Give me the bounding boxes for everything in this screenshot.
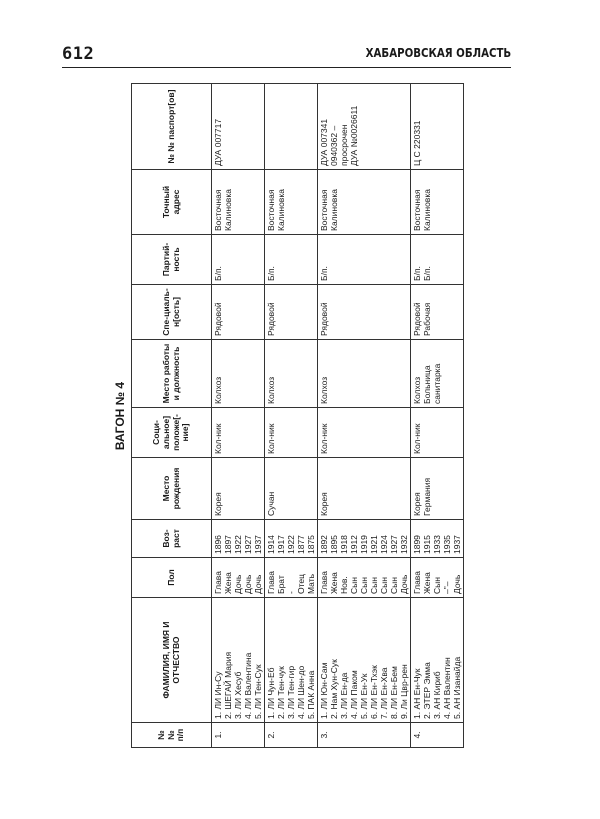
cell-passport — [318, 84, 411, 170]
cell-line: Кол-ник — [213, 423, 223, 454]
cell-line: Сын — [389, 577, 399, 594]
cell-line: 1933 — [432, 535, 442, 554]
cell-no: 1. — [212, 723, 265, 748]
cell-no: 2. — [265, 723, 318, 748]
cell-line: 1919 — [359, 535, 369, 554]
cell-line: Б/п. — [319, 266, 329, 281]
cell-line: Сучан — [266, 491, 276, 516]
cell-address — [318, 170, 411, 235]
cell-line: Рядовой — [213, 302, 223, 336]
table-row — [318, 84, 411, 748]
cell-line: Колхоз — [266, 376, 276, 404]
col-header-birth: Место рождения — [132, 458, 212, 520]
cell-line: 1892 — [319, 535, 329, 554]
col-header-passport: № № паспорт[ов] — [132, 84, 212, 170]
cell-line: Восточная — [412, 189, 422, 231]
cell-line: 1875 — [306, 535, 316, 554]
col-header-sex: Пол — [132, 558, 212, 598]
cell-line: Кол-ник — [266, 423, 276, 454]
cell-passport — [212, 84, 265, 170]
cell-line: Калиновка — [329, 189, 339, 231]
cell-line: Мать — [306, 573, 316, 594]
cell-line: 1937 — [452, 535, 462, 554]
col-header-age: Воз-раст — [132, 520, 212, 558]
cell-line: 1921 — [369, 535, 379, 554]
cell-work — [212, 340, 265, 408]
cell-line: 1937 — [253, 535, 263, 554]
cell-line: 1917 — [276, 535, 286, 554]
cell-line: 1877 — [296, 535, 306, 554]
cell-line: просрочен — [339, 124, 349, 166]
cell-line: 0940362 – — [329, 125, 339, 166]
cell-line: Рядовой — [266, 302, 276, 336]
cell-spec — [411, 285, 464, 340]
cell-line: 3. ЛИ Тен-гир — [286, 665, 296, 719]
cell-line: Колхоз — [319, 376, 329, 404]
cell-line: ДУА №0026611 — [349, 105, 359, 166]
cell-line: –"– — [442, 581, 452, 594]
cell-line: Калиновка — [223, 189, 233, 231]
header-rule — [62, 67, 511, 68]
cell-line: Сын — [369, 577, 379, 594]
cell-line: Сын — [359, 577, 369, 594]
cell-line: Рядовой — [412, 302, 422, 336]
cell-passport — [265, 84, 318, 170]
cell-names — [318, 598, 411, 723]
cell-line: 3. АН Кириб — [432, 671, 442, 719]
cell-line: Ц С 220331 — [412, 120, 422, 166]
cell-line: Нов. — [339, 576, 349, 594]
cell-address — [265, 170, 318, 235]
cell-line: Б/п. — [213, 266, 223, 281]
cell-line: 5. ЛИ Ен-Ук — [359, 673, 369, 719]
passenger-table — [131, 83, 464, 748]
cell-line: 1927 — [389, 535, 399, 554]
cell-line: Б/п. — [422, 266, 432, 281]
cell-line: Кол-ник — [319, 423, 329, 454]
cell-line: 1. ЛИ Юн-Сам — [319, 662, 329, 719]
cell-passport — [411, 84, 464, 170]
cell-line: 5. АН Изанайда — [452, 656, 462, 719]
cell-line: 1. АН Ен-Чук — [412, 668, 422, 719]
cell-line: 5. ПАК Анна — [306, 670, 316, 719]
cell-line: Восточная — [266, 189, 276, 231]
cell-status — [318, 408, 411, 458]
cell-line: 1912 — [349, 535, 359, 554]
cell-line: Б/п. — [266, 266, 276, 281]
col-header-no: № № п/п — [132, 723, 212, 748]
cell-line: 1932 — [399, 535, 409, 554]
cell-line: 1914 — [266, 535, 276, 554]
cell-line: Кол-ник — [412, 423, 422, 454]
cell-line: ДУА 007341 — [319, 118, 329, 166]
cell-spec — [212, 285, 265, 340]
cell-work — [318, 340, 411, 408]
cell-line: 1918 — [339, 535, 349, 554]
col-header-work: Место работы и должность — [132, 340, 212, 408]
cell-line: Рядовой — [319, 302, 329, 336]
cell-line: 2. ШЕГАЙ Мария — [223, 651, 233, 719]
cell-birth — [318, 458, 411, 520]
cell-line: 2. ЛИ Тен-чук — [276, 666, 286, 719]
cell-line: Глава — [412, 571, 422, 594]
cell-birth — [212, 458, 265, 520]
col-header-status: Соци-альное] положе[-ние] — [132, 408, 212, 458]
table-row — [265, 84, 318, 748]
cell-line: 2. Нам Хун-Сук — [329, 659, 339, 719]
cell-line: Корея — [213, 492, 223, 516]
cell-spec — [318, 285, 411, 340]
cell-line: Рабочая — [422, 302, 432, 336]
cell-line: 6. ЛИ Ен-Тхэк — [369, 665, 379, 719]
cell-status — [411, 408, 464, 458]
cell-status — [212, 408, 265, 458]
table-caption: ВАГОН № 4 — [113, 381, 127, 451]
cell-line: 3. ЛИ Хесуб — [233, 671, 243, 719]
cell-line: Жена — [422, 572, 432, 594]
cell-line: 1896 — [213, 535, 223, 554]
cell-age — [411, 520, 464, 558]
cell-age — [318, 520, 411, 558]
cell-names — [212, 598, 265, 723]
cell-line: 4. ЛИ Шен-до — [296, 665, 306, 719]
col-header-fio: ФАМИЛИЯ, ИМЯ И ОТЧЕСТВО — [132, 598, 212, 723]
cell-line: Дочь — [233, 574, 243, 594]
rotated-table-block — [108, 84, 462, 748]
cell-sex — [318, 558, 411, 598]
table-row — [212, 84, 265, 748]
cell-line: Жена — [223, 572, 233, 594]
cell-line: ДУА 007717 — [213, 118, 223, 166]
cell-line: 1897 — [223, 535, 233, 554]
cell-birth — [265, 458, 318, 520]
cell-line: Сын — [432, 577, 442, 594]
cell-age — [265, 520, 318, 558]
cell-line: Глава — [266, 571, 276, 594]
cell-work — [265, 340, 318, 408]
cell-line: Дочь — [452, 574, 462, 594]
cell-birth — [411, 458, 464, 520]
cell-line: Дочь — [399, 574, 409, 594]
cell-line: Калиновка — [422, 189, 432, 231]
cell-no: 4. — [411, 723, 464, 748]
cell-line: - — [286, 591, 296, 594]
cell-line: Больница — [422, 365, 432, 404]
cell-spec — [265, 285, 318, 340]
cell-line: Восточная — [213, 189, 223, 231]
cell-line: 1935 — [442, 535, 452, 554]
cell-line: Сын — [349, 577, 359, 594]
cell-line: 1. ЛИ Чун-Еб — [266, 667, 276, 719]
cell-line: Брат — [276, 575, 286, 594]
cell-line: 7. ЛИ Ен-Хва — [379, 667, 389, 719]
cell-line: Германия — [422, 477, 432, 516]
cell-line: 3. ЛИ Ен-да — [339, 672, 349, 719]
cell-line: 1922 — [286, 535, 296, 554]
col-header-party: Партий-ность — [132, 235, 212, 285]
cell-sex — [265, 558, 318, 598]
cell-line: 4. ЛИ Валентина — [243, 652, 253, 719]
cell-line: Восточная — [319, 189, 329, 231]
cell-no: 3. — [318, 723, 411, 748]
cell-line: Сын — [379, 577, 389, 594]
cell-line: 5. ЛИ Тен-Сук — [253, 664, 263, 719]
cell-line: Глава — [213, 571, 223, 594]
cell-address — [212, 170, 265, 235]
cell-line: 4. ЛИ Паком — [349, 670, 359, 719]
cell-line: Калиновка — [276, 189, 286, 231]
cell-line: Корея — [412, 492, 422, 516]
cell-line: 1922 — [233, 535, 243, 554]
page-number: 612 — [62, 44, 95, 64]
cell-line: Дочь — [253, 574, 263, 594]
cell-status — [265, 408, 318, 458]
cell-names — [411, 598, 464, 723]
table-row — [411, 84, 464, 748]
cell-line: 2. ЭТЕР Эмма — [422, 662, 432, 719]
cell-party — [411, 235, 464, 285]
cell-line: 1924 — [379, 535, 389, 554]
cell-sex — [411, 558, 464, 598]
cell-line: Колхоз — [412, 376, 422, 404]
cell-names — [265, 598, 318, 723]
cell-line: 1895 — [329, 535, 339, 554]
cell-party — [265, 235, 318, 285]
cell-line: 8. ЛИ Ен-Бем — [389, 666, 399, 719]
running-header-title: ХАБАРОВСКАЯ ОБЛАСТЬ — [365, 46, 511, 60]
table-header-row — [132, 84, 212, 748]
cell-line: Б/п. — [412, 266, 422, 281]
cell-sex — [212, 558, 265, 598]
cell-line: Глава — [319, 571, 329, 594]
cell-line: 1915 — [422, 535, 432, 554]
cell-party — [318, 235, 411, 285]
cell-work — [411, 340, 464, 408]
cell-line: Отец — [296, 573, 306, 594]
cell-party — [212, 235, 265, 285]
cell-line: 1927 — [243, 535, 253, 554]
cell-line: 1. ЛИ Ин-Су — [213, 671, 223, 719]
cell-address — [411, 170, 464, 235]
cell-age — [212, 520, 265, 558]
cell-line: Колхоз — [213, 376, 223, 404]
col-header-spec: Спе-циаль-н[ость] — [132, 285, 212, 340]
col-header-address: Точный адрес — [132, 170, 212, 235]
cell-line: 4. АН Валентин — [442, 657, 452, 719]
cell-line: 1899 — [412, 535, 422, 554]
cell-line: Корея — [319, 492, 329, 516]
cell-line: санитарка — [432, 363, 442, 404]
cell-line: Жена — [329, 572, 339, 594]
cell-line: 9. Ли Цвр-рен — [399, 664, 409, 719]
cell-line: Дочь — [243, 574, 253, 594]
